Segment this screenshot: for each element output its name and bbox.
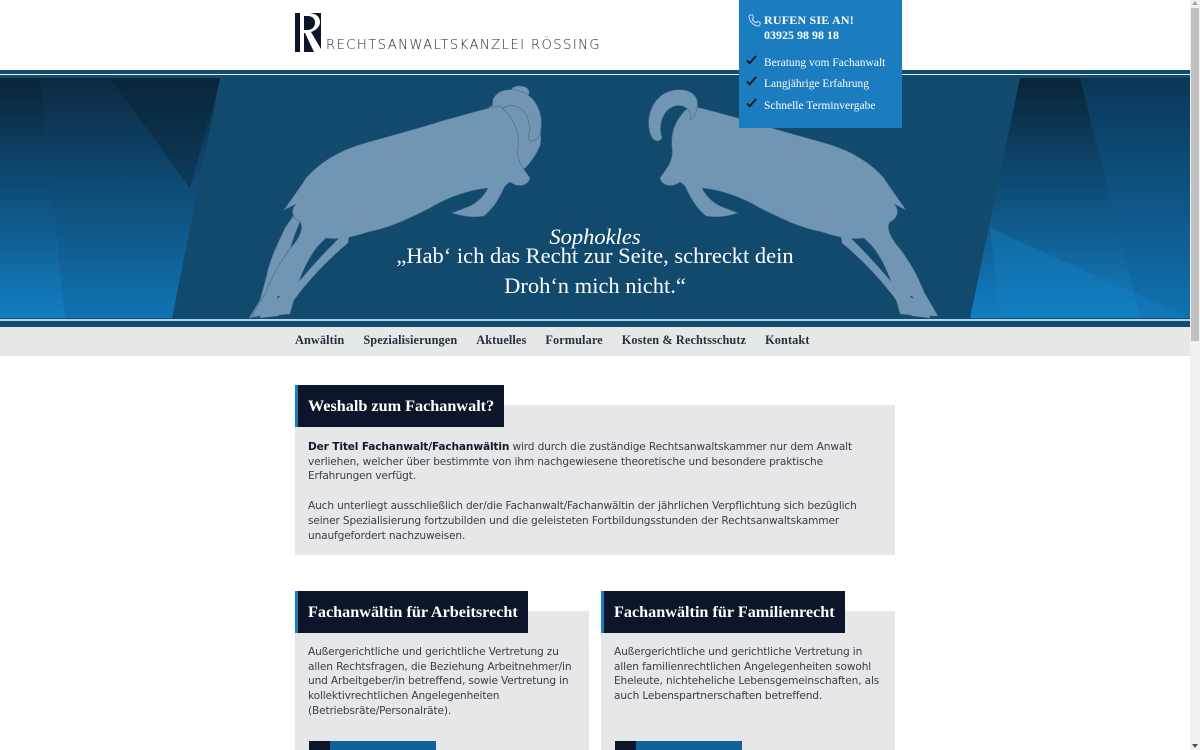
checkmark-icon (746, 98, 757, 109)
benefit-label: Schnelle Terminvergabe (764, 99, 876, 112)
arbeitsrecht-title: Fachanwältin für Arbeitsrecht (295, 591, 528, 633)
arbeitsrecht-text: Außergerichtliche und gerichtliche Vertretung zu allen Rechtsfragen, die Beziehung Arbeitnehmer/in und Arbeitgeber/in betreffend, sowie Vertretung in kollektivrechtlichen Angelegenheiten (Betriebsräte/Personalräte). (308, 646, 572, 717)
phone-number-link[interactable]: 03925 98 98 18 (764, 28, 839, 42)
why-bold-term: Der Titel Fachanwalt/Fachanwältin (308, 441, 510, 453)
logo-r-icon (295, 13, 321, 52)
nav-item-spezialisierungen[interactable]: Spezialisierungen (363, 333, 458, 347)
benefit-label: Beratung vom Fachanwalt (764, 56, 886, 69)
why-paragraph-2: Auch unterliegt ausschließlich der/die Fachanwalt/Fachanwältin der jährlichen Verpflichtung sich bezüglich seiner Spezialisierung fortzubilden und die geleisteten Fortbildungsstunden der Rechtsanwaltskammer unaufgefordert nachzuweisen. (308, 500, 857, 542)
nav-item-formulare[interactable]: Formulare (545, 333, 603, 347)
phone-icon (748, 14, 761, 27)
call-title: RUFEN SIE AN! (764, 13, 854, 27)
familienrecht-title: Fachanwältin für Familienrecht (601, 591, 845, 633)
button-accent (615, 741, 636, 750)
benefit-item (746, 74, 885, 96)
nav-item-kontakt[interactable]: Kontakt (765, 333, 810, 347)
why-paragraph-1 (308, 440, 868, 484)
checkmark-icon (746, 55, 757, 66)
hero-divider (0, 318, 1190, 327)
quote-author: Sophokles (549, 224, 641, 249)
familienrecht-more-button[interactable] (615, 741, 742, 750)
nav-item-aktuelles[interactable]: Aktuelles (476, 333, 527, 347)
scroll-thumb[interactable] (1191, 8, 1199, 341)
logo-link[interactable] (295, 13, 601, 52)
why-text (308, 440, 868, 558)
arbeitsrecht-more-button[interactable] (309, 741, 436, 750)
scroll-down-arrow-icon[interactable] (1192, 744, 1198, 748)
call-us-box (739, 0, 902, 128)
header-divider (0, 70, 1190, 78)
why-title: Weshalb zum Fachanwalt? (295, 385, 504, 427)
familienrecht-text: Außergerichtliche und gerichtliche Vertretung in allen familienrechtlichen Angelegenheiten sowohl Eheleute, nichteheliche Lebensgemeinschaften, als auch Lebenspartnerschaften betreffend. (614, 646, 880, 703)
quote-line-1: „Hab‘ ich das Recht zur Seite, schreckt dein (396, 243, 794, 268)
benefit-label: Langjährige Erfahrung (764, 78, 870, 91)
hero-banner (0, 78, 1190, 318)
button-accent (309, 741, 330, 750)
page-scrollbar[interactable] (1190, 0, 1200, 750)
nav-item-kosten-rechtsschutz[interactable]: Kosten & Rechtsschutz (621, 333, 747, 347)
checkmark-icon (746, 76, 757, 87)
quote-line-2: Droh‘n mich nicht.“ (504, 273, 686, 298)
benefits-list (746, 52, 885, 117)
main-nav (0, 327, 1190, 356)
nav-item-anwaeltin[interactable]: Anwältin (295, 333, 345, 347)
site-header (0, 0, 1190, 70)
firm-name: RECHTSANWALTSKANZLEI RÖSSING (326, 38, 602, 53)
benefit-item (746, 95, 885, 117)
why-p1-rest: wird durch die zuständige Rechtsanwaltskammer nur dem Anwalt verliehen, welcher über bestimmte von ihm nachgewiesene theoretische und besondere praktische Erfahrungen verfügt. (308, 441, 852, 483)
benefit-item (746, 52, 885, 74)
scroll-up-arrow-icon[interactable] (1192, 1, 1198, 5)
